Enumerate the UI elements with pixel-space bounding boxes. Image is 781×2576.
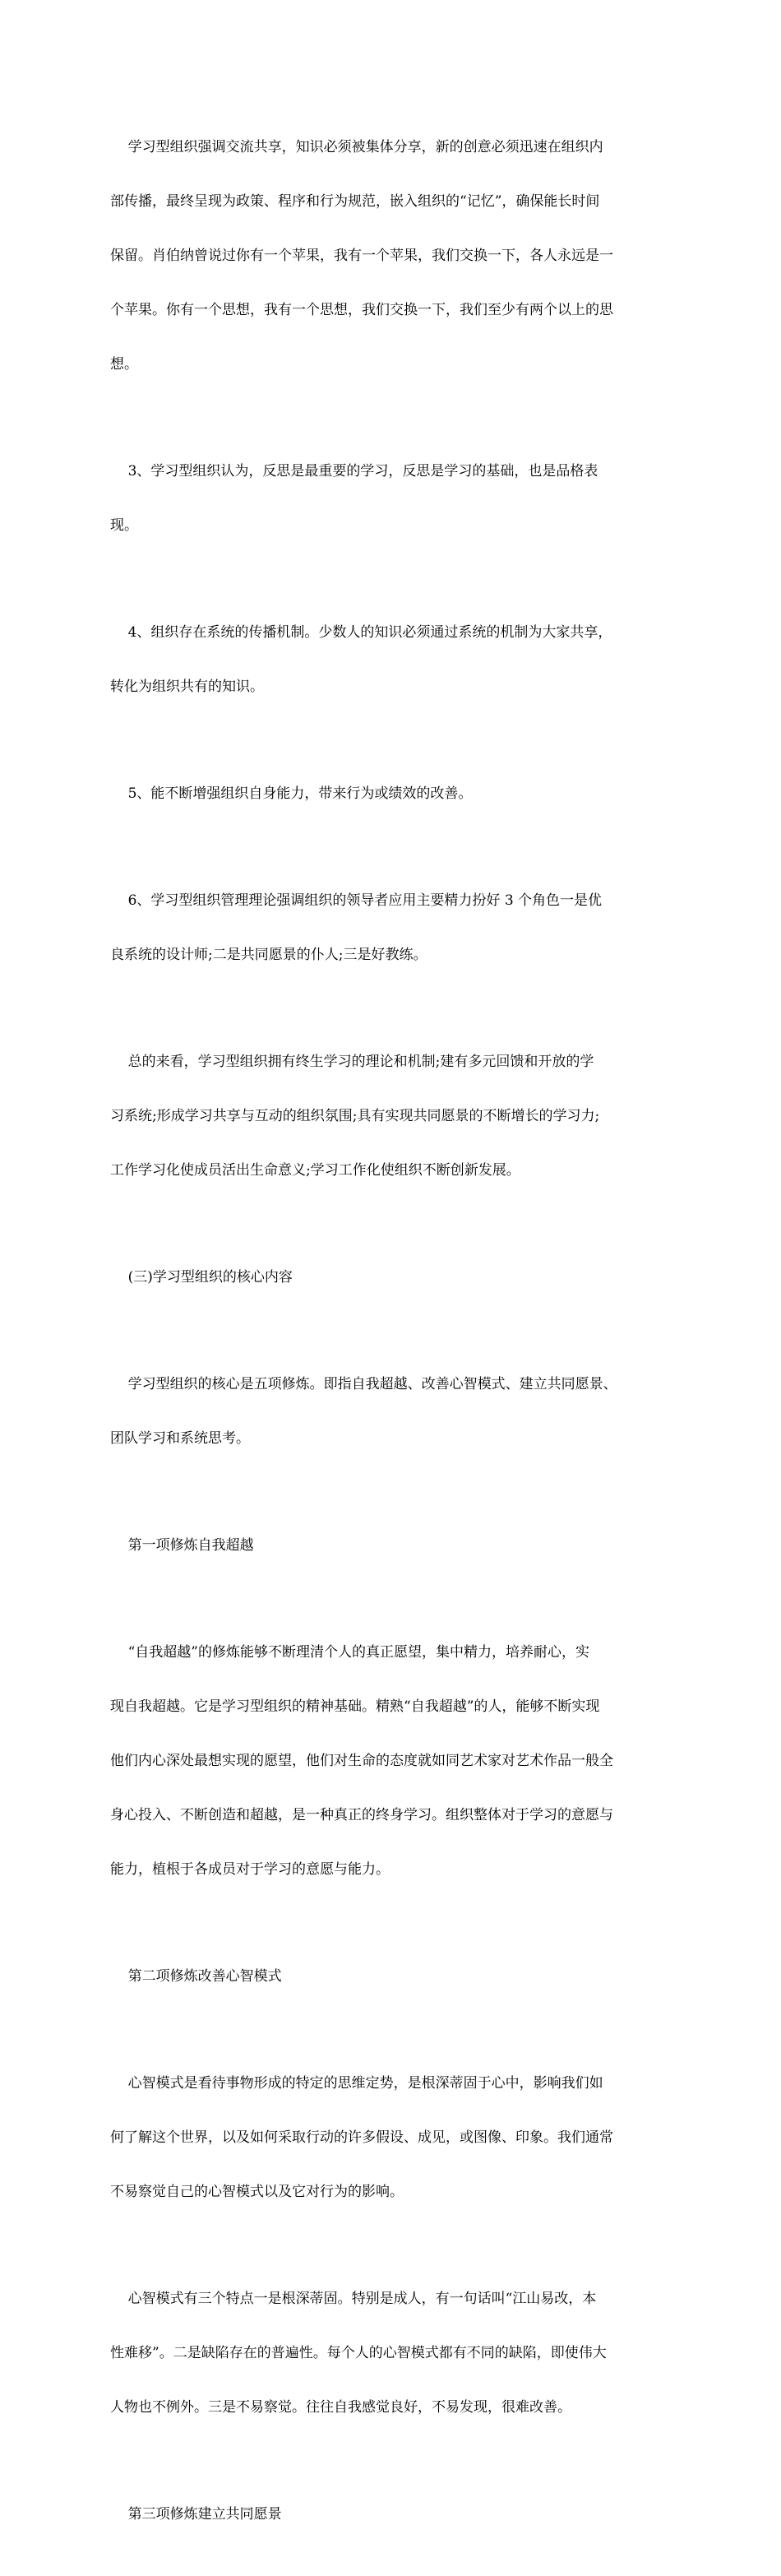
text-line: 何了解这个世界，以及如何采取行动的许多假设、成见，或图像、印象。我们通常: [110, 2129, 613, 2146]
paragraph-item-5: [110, 748, 682, 839]
text-line: 个苹果。你有一个思想，我有一个思想，我们交换一下，我们至少有两个以上的思: [110, 302, 613, 318]
text-line: 第三项修炼建立共同愿景: [110, 2506, 282, 2523]
text-line: 5、能不断增强组织自身能力，带来行为或绩效的改善。: [110, 785, 473, 802]
text-line: 保留。肖伯纳曾说过你有一个苹果，我有一个苹果，我们交换一下，各人永远是一: [110, 248, 613, 264]
paragraph-self-transcendence: [110, 1607, 682, 1915]
section-heading-core-content: [110, 1232, 682, 1323]
paragraph-five-disciplines: [110, 1339, 682, 1484]
text-line: 工作学习化使成员活出生命意义;学习工作化使组织不断创新发展。: [110, 1162, 520, 1179]
subheading-discipline-2: [110, 1931, 682, 2022]
text-line: “自我超越”的修炼能够不断理清个人的真正愿望，集中精力，培养耐心，实: [110, 1644, 589, 1661]
text-line: 现自我超越。它是学习型组织的精神基础。精熟“自我超越”的人，能够不断实现: [110, 1698, 600, 1715]
text-line: 人物也不例外。三是不易察觉。往往自我感觉良好，不易发现，很难改善。: [110, 2399, 571, 2416]
subheading-discipline-1: [110, 1500, 682, 1591]
text-line: 良系统的设计师;二是共同愿景的仆人;三是好教练。: [110, 947, 427, 963]
paragraph-mental-model-traits: [110, 2254, 682, 2453]
text-line: 4、组织存在系统的传播机制。少数人的知识必须通过系统的机制为大家共享，: [110, 624, 612, 641]
paragraph-mental-models: [110, 2038, 682, 2237]
text-line: 团队学习和系统思考。: [110, 1430, 250, 1447]
text-line: 想。: [110, 356, 138, 373]
text-line: 第二项修炼改善心智模式: [110, 1968, 282, 1985]
text-line: 心智模式有三个特点一是根深蒂固。特别是成人，有一句话叫“江山易改，本: [110, 2291, 597, 2307]
text-line: 现。: [110, 517, 138, 534]
text-line: (三)学习型组织的核心内容: [110, 1269, 293, 1286]
text-line: 能力，植根于各成员对于学习的意愿与能力。: [110, 1861, 390, 1878]
subheading-discipline-3: [110, 2469, 682, 2560]
text-line: 身心投入、不断创造和超越，是一种真正的终身学习。组织整体对于学习的意愿与: [110, 1807, 613, 1823]
text-line: 心智模式是看待事物形成的特定的思维定势，是根深蒂固于心中，影响我们如: [110, 2075, 603, 2092]
text-line: 转化为组织共有的知识。: [110, 679, 264, 695]
text-line: 他们内心深处最想实现的愿望，他们对生命的态度就如同艺术家对艺术作品一般全: [110, 1753, 613, 1769]
text-line: 习系统;形成学习共享与互动的组织氛围;具有实现共同愿景的不断增长的学习力;: [110, 1108, 600, 1124]
document-body: [110, 102, 682, 2576]
text-line: 性难移”。二是缺陷存在的普遍性。每个人的心智模式都有不同的缺陷，即使伟大: [110, 2345, 607, 2361]
paragraph-item-4: [110, 587, 682, 732]
text-line: 3、学习型组织认为，反思是最重要的学习，反思是学习的基础，也是品格表: [110, 463, 598, 480]
text-line: 总的来看，学习型组织拥有终生学习的理论和机制;建有多元回馈和开放的学: [110, 1054, 594, 1070]
paragraph-knowledge-sharing: [110, 102, 682, 410]
text-line: 第一项修炼自我超越: [110, 1537, 254, 1554]
paragraph-item-6: [110, 855, 682, 1000]
text-line: 学习型组织的核心是五项修炼。即指自我超越、改善心智模式、建立共同愿景、: [110, 1376, 617, 1392]
paragraph-item-3: [110, 426, 682, 571]
text-line: 学习型组织强调交流共享，知识必须被集体分享，新的创意必须迅速在组织内: [110, 139, 603, 155]
text-line: 部传播，最终呈现为政策、程序和行为规范，嵌入组织的“记忆”，确保能长时间: [110, 193, 600, 210]
paragraph-summary: [110, 1017, 682, 1216]
text-line: 6、学习型组织管理理论强调组织的领导者应用主要精力扮好 3 个角色一是优: [110, 892, 603, 909]
text-line: 不易察觉自己的心智模式以及它对行为的影响。: [110, 2184, 404, 2200]
